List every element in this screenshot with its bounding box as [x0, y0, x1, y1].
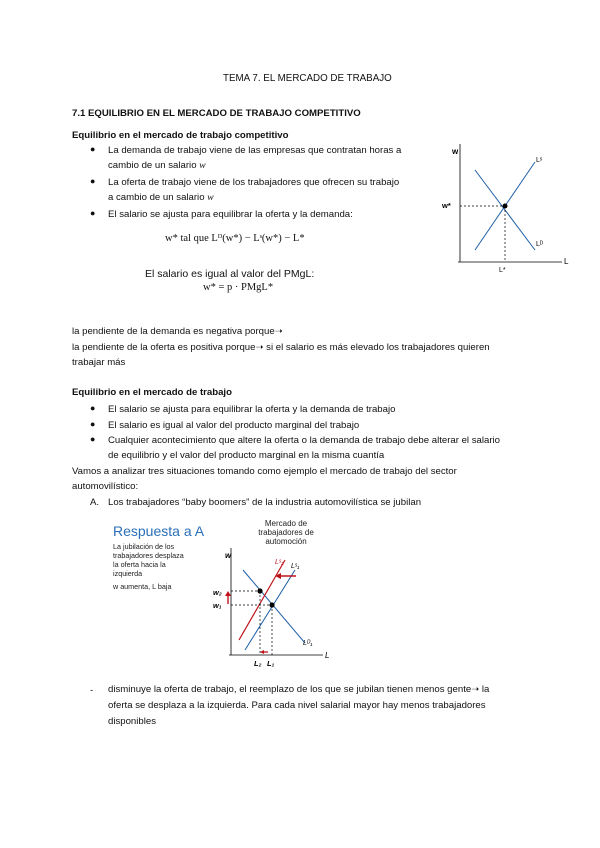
market-label-line: Mercado de: [264, 519, 308, 528]
equilibrium-formula: w* tal que Lᴰ(w*) − Lˢ(w*) − L*: [165, 233, 305, 244]
wage1-label: w₁: [213, 601, 222, 610]
note-supply-slope-cont: trabajar más: [72, 357, 126, 368]
shifted-supply-label: Lˢ₂: [275, 559, 284, 566]
conclusion-marker: -: [90, 685, 94, 696]
figure-a-title: Respuesta a A: [113, 523, 205, 539]
note-supply-slope: la pendiente de la oferta es positiva porque➝ si el salario es más elevado los trabajadores quieren: [72, 342, 490, 353]
figure-a-market-label: [236, 519, 336, 546]
graph-x-label: L: [564, 257, 569, 266]
quantity-fall-arrowhead: [260, 650, 264, 654]
figure-a-desc-line: La jubilación de los: [113, 542, 175, 551]
bullet-demand-line1: La demanda de trabajo viene de las empresas que contratan horas a: [108, 145, 402, 156]
initial-supply-curve: [245, 570, 295, 650]
item-a-marker: A.: [90, 497, 100, 508]
graph-eq-qty: L*: [499, 267, 506, 274]
bullet-dot: ●: [90, 208, 96, 218]
wage-variable: w: [207, 192, 214, 203]
market-label-line: automoción: [265, 537, 307, 546]
intro-line2: automovilístico:: [72, 481, 139, 492]
initial-supply-label: Lˢ₁: [291, 563, 300, 570]
subheading-competitive: Equilibrio en el mercado de trabajo competitivo: [72, 130, 289, 141]
bullet-demand-text: cambio de un salario: [108, 160, 197, 171]
figure-a-description: [113, 542, 184, 578]
section-heading: 7.1 EQUILIBRIO EN EL MERCADO DE TRABAJO COMPETITIVO: [72, 108, 361, 119]
graph-demand-label: Lᴰ: [536, 241, 544, 248]
equilibrium-graph: [440, 140, 575, 280]
wage-rise-arrowhead: [225, 591, 231, 596]
bullet-dot: ●: [90, 403, 96, 413]
graph-supply-label: Lˢ: [536, 157, 543, 164]
figure-a-desc-line: trabajadores desplaza: [113, 551, 184, 560]
bullet-supply-line1: La oferta de trabajo viene de los trabajadores que ofrecen su trabajo: [108, 177, 400, 188]
page-title: TEMA 7. EL MERCADO DE TRABAJO: [223, 73, 392, 84]
figure-a-effect: w aumenta, L baja: [113, 582, 172, 591]
market-label-line: trabajadores de: [258, 528, 314, 537]
wage-variable: w: [199, 160, 206, 171]
subheading-market: Equilibrio en el mercado de trabajo: [72, 387, 232, 398]
supply-shift-arrowhead: [275, 573, 281, 579]
figure-a-desc-line: izquierda: [113, 569, 143, 578]
intro-line1: Vamos a analizar tres situaciones tomando como ejemplo el mercado de trabajo del sector: [72, 466, 457, 477]
quantity1-label: L₁: [267, 659, 275, 668]
note-demand-slope: la pendiente de la demanda es negativa porque➝: [72, 326, 283, 337]
graph-y-label: w: [225, 551, 232, 560]
vmpl-formula-line1: El salario es igual al valor del PMgL:: [145, 268, 315, 280]
supply-shift-graph: [205, 548, 340, 672]
conclusion-line3: disponibles: [108, 716, 157, 727]
conclusion-line1: disminuye la oferta de trabajo, el reemplazo de los que se jubilan tienen menos gente➝ la: [108, 684, 490, 695]
bullet-any-event-cont: de equilibrio y el valor del producto marginal en la misma cuantía: [108, 450, 385, 461]
initial-equilibrium-point: [269, 602, 274, 607]
graph-x-label: L: [325, 651, 330, 660]
bullet-adjust: El salario se ajusta para equilibrar la oferta y la demanda:: [108, 209, 353, 220]
shifted-supply-curve: [239, 560, 285, 640]
bullet-dot: ●: [90, 419, 96, 429]
new-equilibrium-point: [257, 588, 262, 593]
vmpl-formula-line2: w* = p · PMgL*: [203, 282, 274, 293]
quantity2-label: L₂: [254, 659, 262, 668]
bullet-any-event: Cualquier acontecimiento que altere la oferta o la demanda de trabajo debe alterar el salario: [108, 435, 500, 446]
bullet-supply-text: a cambio de un salario: [108, 192, 205, 203]
bullet-dot: ●: [90, 434, 96, 444]
bullet-salary-adjusts: El salario se ajusta para equilibrar la oferta y la demanda de trabajo: [108, 404, 396, 415]
item-a-text: Los trabajadores “baby boomers” de la industria automovilística se jubilan: [108, 497, 422, 508]
equilibrium-point: [503, 204, 508, 209]
demand-label: Lᴰ₁: [303, 640, 313, 647]
figure-a-desc-line: la oferta hacia la: [113, 560, 166, 569]
bullet-dot: ●: [90, 144, 96, 154]
bullet-dot: ●: [90, 176, 96, 186]
wage2-label: w₂: [213, 588, 222, 597]
bullet-supply-line2: [108, 190, 214, 205]
conclusion-line2: oferta se desplaza a la izquierda. Para cada nivel salarial mayor hay menos trabajadores: [108, 700, 486, 711]
graph-eq-wage: w*: [442, 201, 451, 210]
graph-y-label: w: [452, 147, 459, 156]
bullet-salary-vmpl: El salario es igual al valor del producto marginal del trabajo: [108, 420, 360, 431]
bullet-demand-line2: [108, 158, 206, 173]
